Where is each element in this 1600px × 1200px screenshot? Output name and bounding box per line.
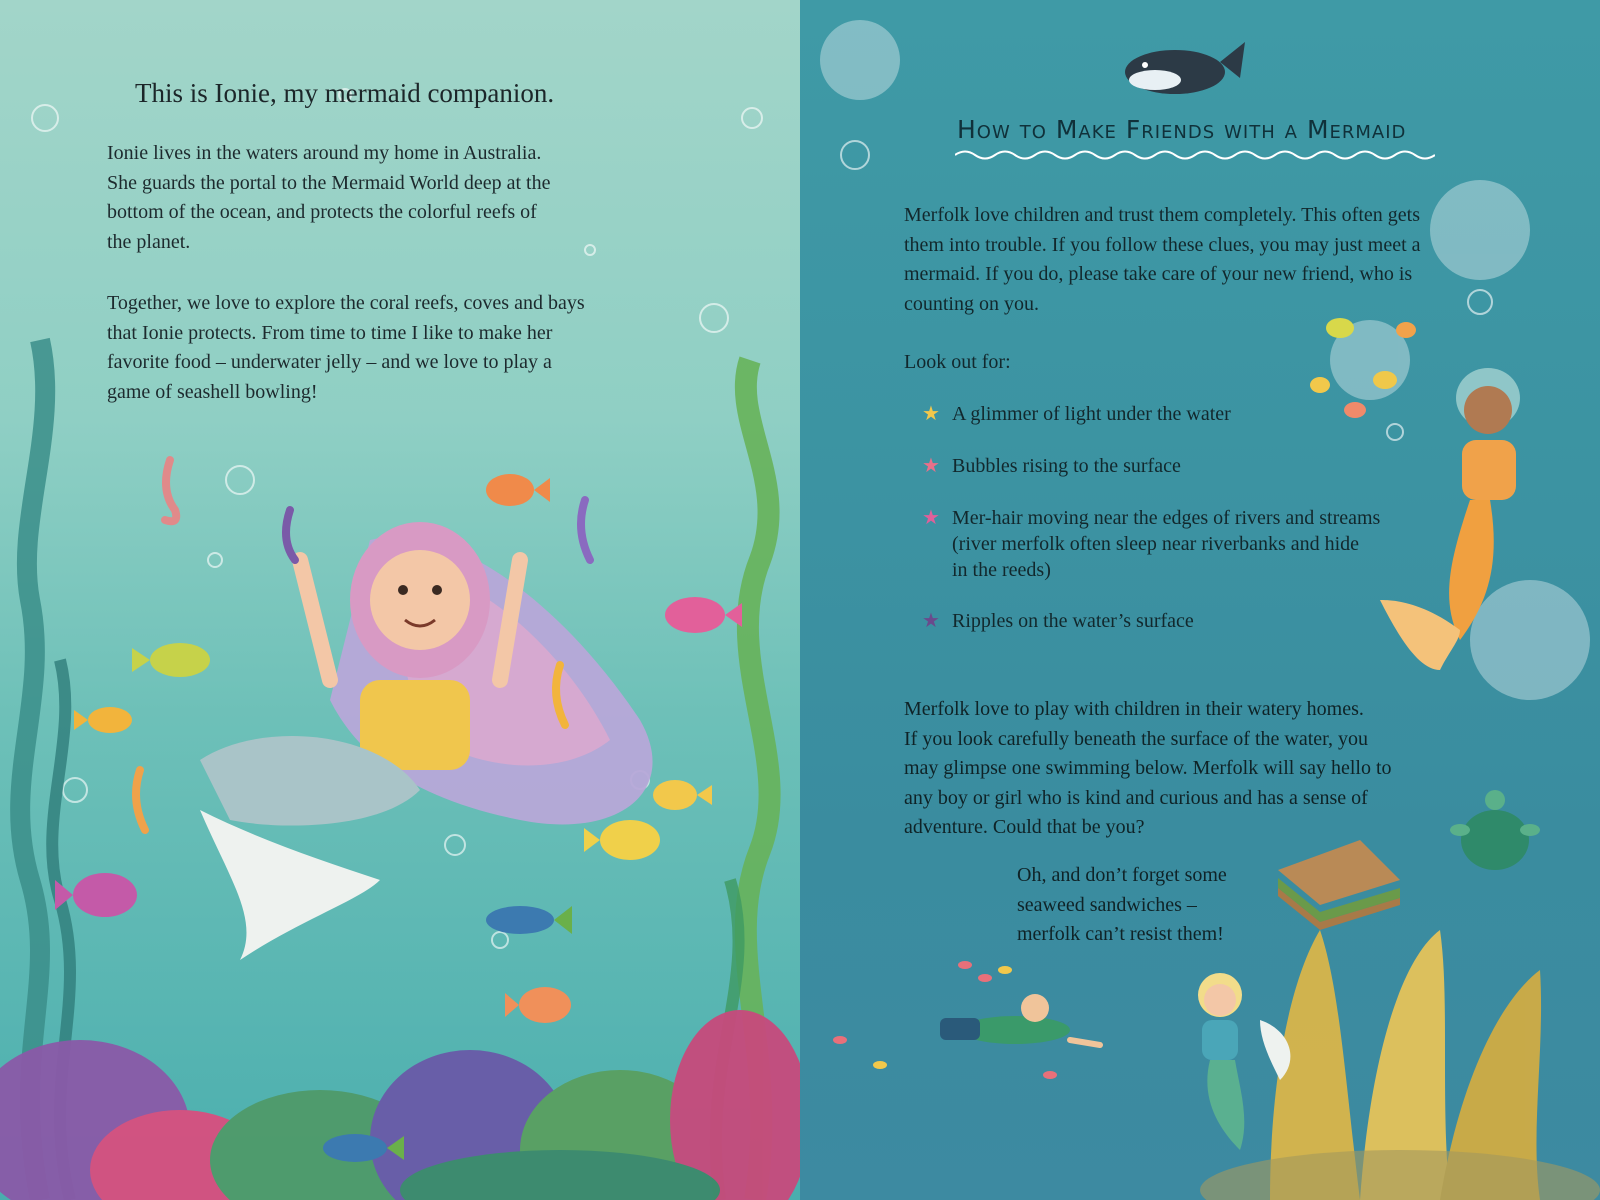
- star-icon: ★: [922, 507, 940, 529]
- right-page-illustration: [800, 0, 1600, 1200]
- left-paragraph-2: Together, we love to explore the coral reefs, coves and bays that Ionie protects. From time to time I like to make her favorite food – underwater jelly – and we love to play a game of seashell bowling!: [107, 292, 585, 403]
- left-page-title: This is Ionie, my mermaid companion.: [135, 78, 555, 108]
- clue-text: Mer-hair moving near the edges of rivers and streams (river merfolk often sleep near riverbanks and hide in the reeds): [952, 507, 1381, 581]
- sandwich-illustration: [1278, 840, 1400, 930]
- sandwich-note: Oh, and don’t forget some seaweed sandwiches – merfolk can’t resist them!: [1017, 864, 1227, 945]
- star-icon: ★: [922, 455, 940, 477]
- coral-reef: [0, 1010, 800, 1200]
- right-page: [800, 0, 1600, 1200]
- clue-item: [922, 608, 1194, 634]
- right-paragraph-2: Merfolk love to play with children in their watery homes. If you look carefully beneath the surface of the water, you may glimpse one swimming below. Merfolk will say hello to any boy or girl who is kind and curious and has a sense of adventure. Could that be you?: [904, 698, 1392, 838]
- clue-text: Bubbles rising to the surface: [952, 455, 1181, 477]
- orca-illustration: [1125, 42, 1245, 94]
- heading-wave-rule: [955, 148, 1435, 162]
- clue-item: [922, 505, 1380, 583]
- star-icon: ★: [922, 610, 940, 632]
- coral-right: [1200, 930, 1600, 1200]
- right-page-heading: How to Make Friends with a Mermaid: [957, 115, 1407, 144]
- boy-swimmer-illustration: [940, 994, 1100, 1045]
- star-icon: ★: [922, 403, 940, 425]
- clue-item: [922, 401, 1231, 427]
- clue-text: A glimmer of light under the water: [952, 403, 1231, 425]
- look-out-label: Look out for:: [904, 351, 1011, 373]
- mermaid-ionie-illustration: [200, 522, 653, 960]
- right-paragraph-1: Merfolk love children and trust them completely. This often gets them into trouble. If you follow these clues, you may just meet a mermaid. If you do, please take care of your new friend, who is counting on you.: [904, 204, 1421, 315]
- clue-text: Ripples on the water’s surface: [952, 610, 1194, 632]
- left-paragraph-1: Ionie lives in the waters around my home in Australia. She guards the portal to the Mermaid World deep at the bottom of the ocean, and protects the colorful reefs of the planet.: [107, 142, 551, 253]
- clue-item: [922, 453, 1181, 479]
